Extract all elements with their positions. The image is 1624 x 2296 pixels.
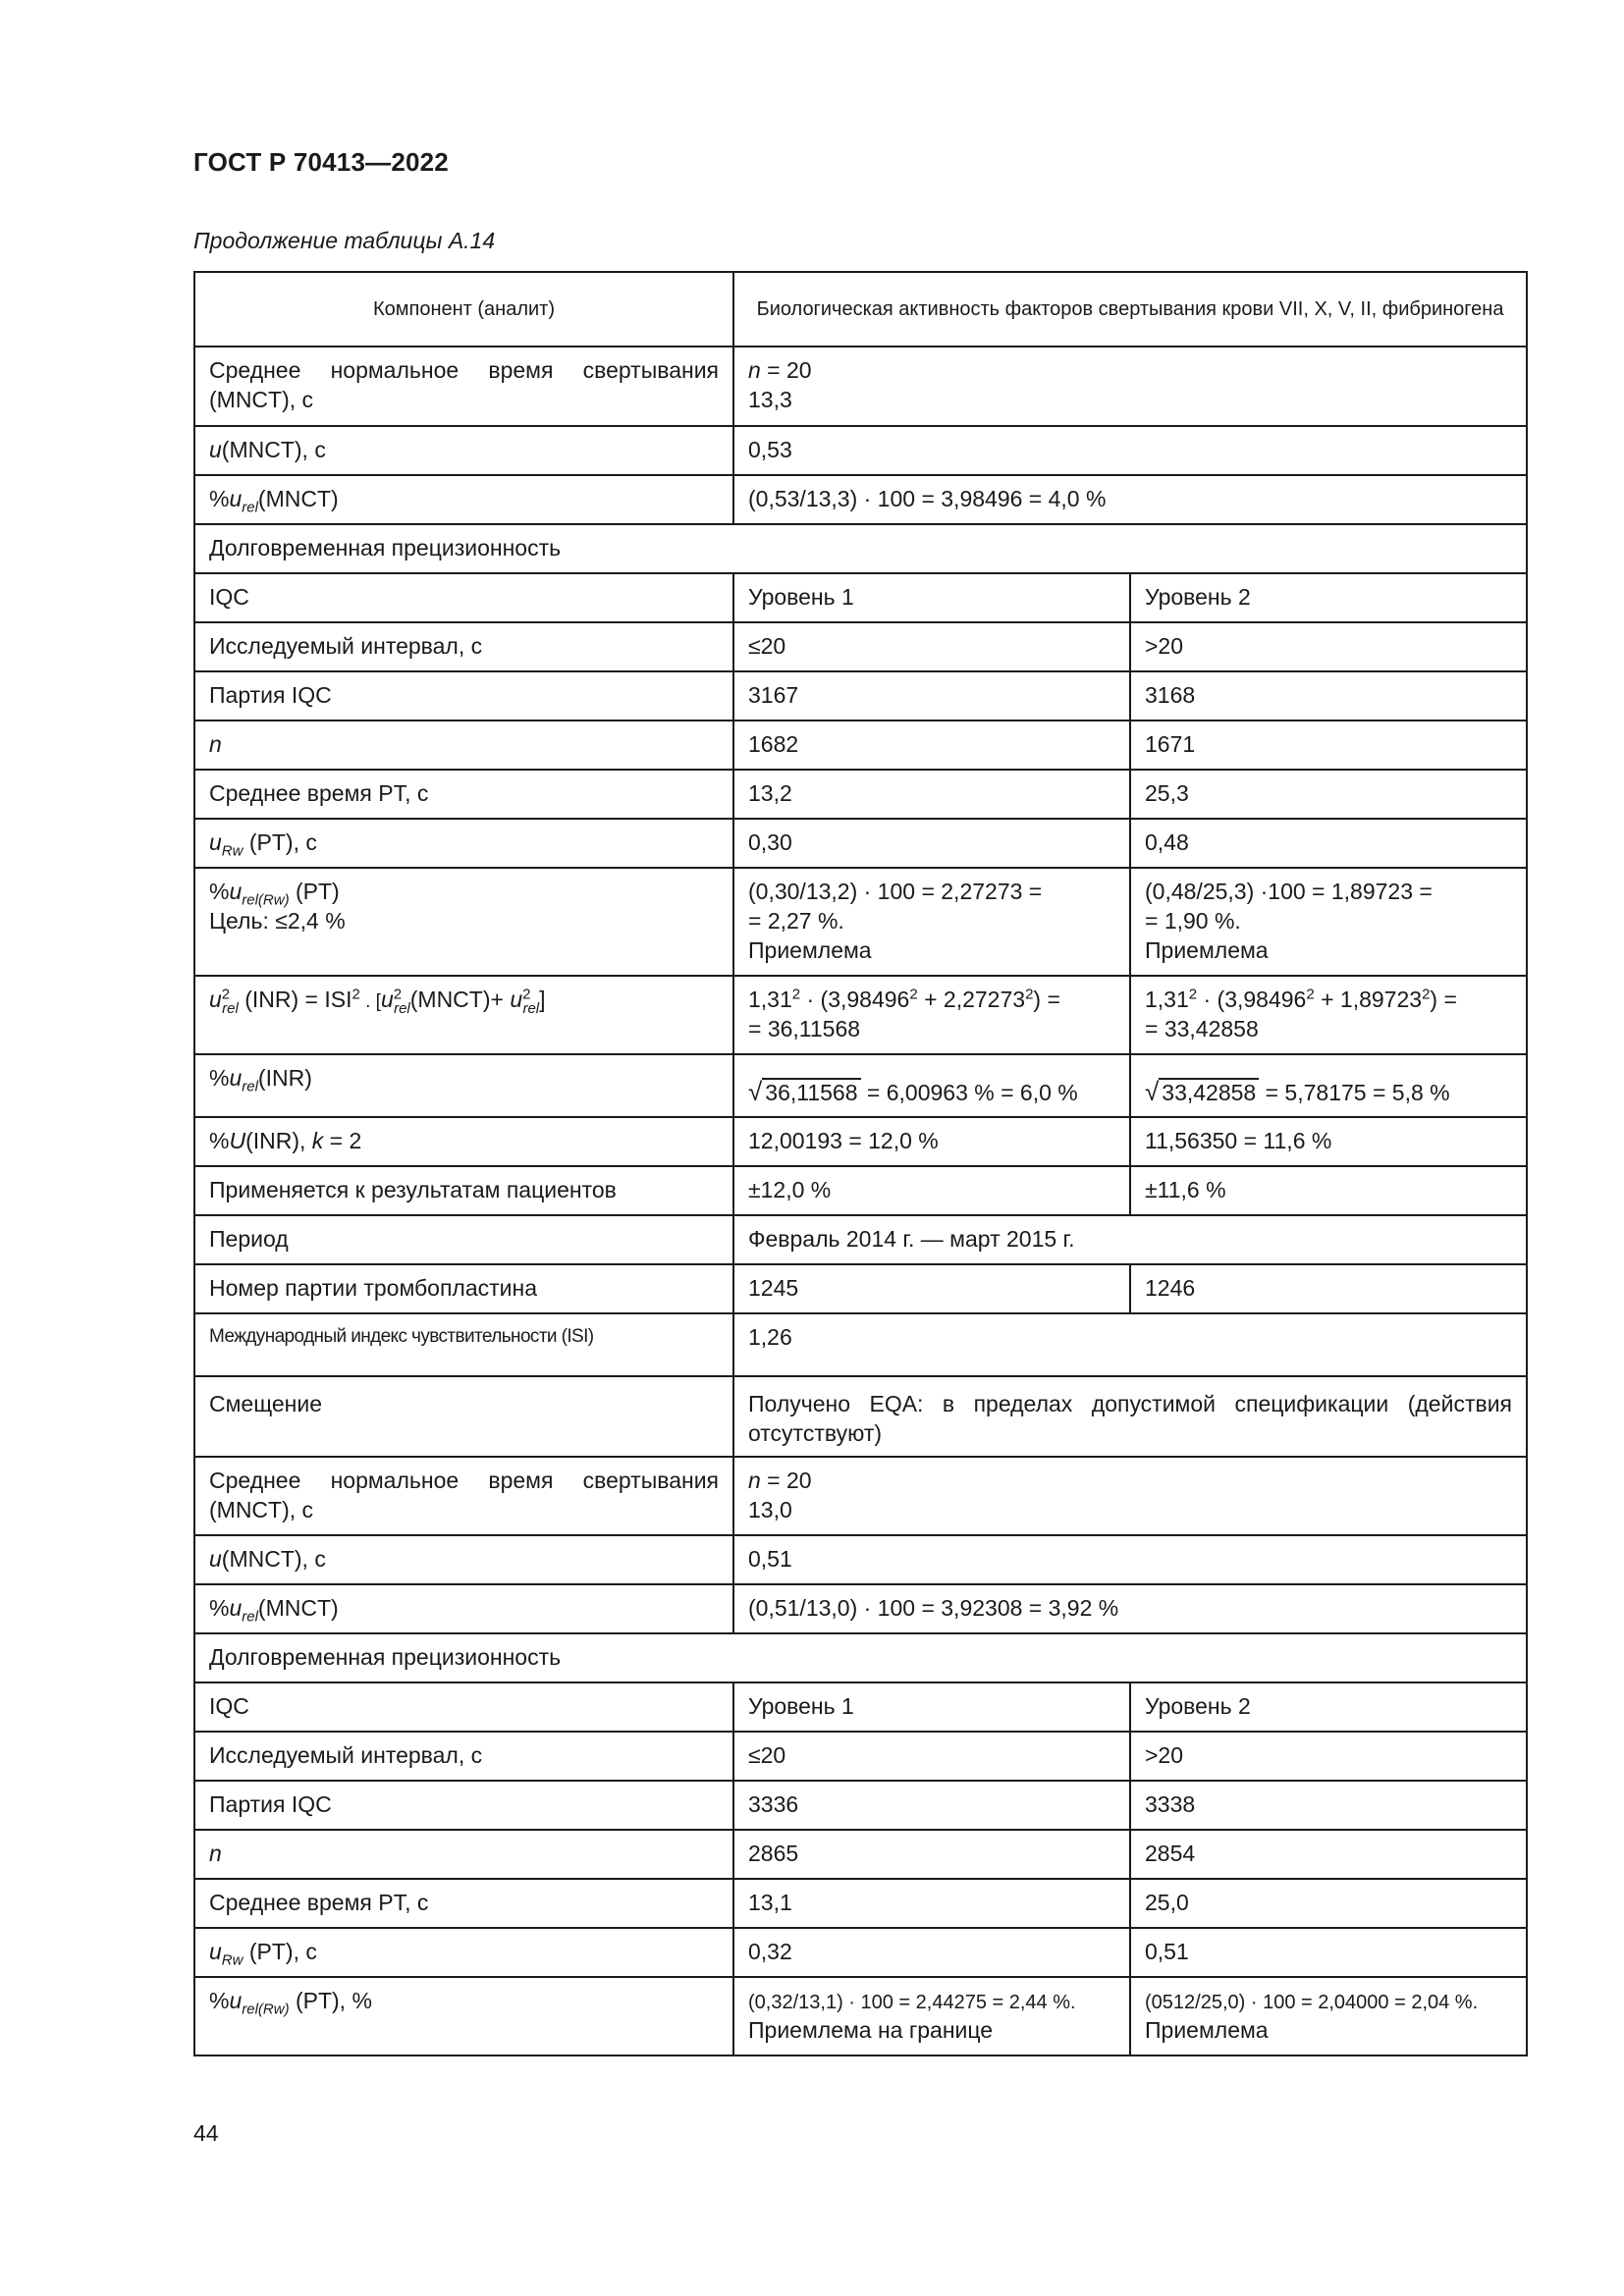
table-header-row [194,272,1527,347]
table-row [194,1682,1527,1732]
row-label-mnct: Среднее нормальное время свертывания (MNCT), с [194,347,733,426]
cell-urelrw2: (0,48/25,3) ·100 = 1,89723 = = 1,90 %. Приемлема [1130,868,1527,976]
row-label-period: Период [194,1215,733,1264]
table-row [194,1054,1527,1117]
table-row [194,1830,1527,1879]
table-row [194,1633,1527,1682]
row-label-urel-mnct: $\%u_{rel}(MNCT)$ [194,1584,733,1633]
cell-urelrw1: (0,32/13,1) · 100 = 2,44275 = 2,44 %. Приемлема на границе [733,1977,1130,2056]
cell-n2: 1671 [1130,721,1527,770]
cell-mean1: 13,2 [733,770,1130,819]
row-label-interval: Исследуемый интервал, с [194,622,733,671]
cell-isi: 1,26 [733,1313,1527,1376]
cell-U2: 11,56350 = 11,6 % [1130,1117,1527,1166]
cell-interval1: ≤20 [733,1732,1130,1781]
cell-urel-mnct: (0,51/13,0) · 100 = 3,92308 = 3,92 % [733,1584,1527,1633]
cell-lot2: 3338 [1130,1781,1527,1830]
row-label-lot-iqc: Партия IQC [194,1781,733,1830]
cell-level2: Уровень 2 [1130,1682,1527,1732]
row-label-iqc: IQC [194,573,733,622]
table-row [194,1928,1527,1977]
cell-level1: Уровень 1 [733,573,1130,622]
table-row [194,1535,1527,1584]
row-label-mean-pt: Среднее время PT, с [194,1879,733,1928]
cell-interval1: ≤20 [733,622,1130,671]
cell-bias: Получено EQA: в пределах допустимой спецификации (действия отсутствуют) [733,1376,1527,1457]
table-row [194,347,1527,426]
row-label-n: n [194,1830,733,1879]
table-row [194,1457,1527,1535]
cell-urel-inr1: √ 36,11568 = 6,00963 % = 6,0 % [733,1054,1130,1117]
cell-urel-inr2: √ 33,42858 = 5,78175 = 5,8 % [1130,1054,1527,1117]
table-caption: Продолжение таблицы А.14 [193,228,496,253]
cell-urelrw1: (0,30/13,2) · 100 = 2,27273 = = 2,27 %. Приемлема [733,868,1130,976]
row-label-urel-inr: $\%u_{rel}(INR)$ [194,1054,733,1117]
cell-lot1: 3336 [733,1781,1130,1830]
row-label-formula: $u^2_{rel}$ $(INR) = ISI^2$ . $[u^2_{rel}(MNCT)+ u^2_{rel}]$ [194,976,733,1054]
cell-mnct: n = 20 13,0 [733,1457,1527,1535]
cell-mnct: n = 20 13,3 [733,347,1527,426]
cell-urel-mnct: (0,53/13,3) · 100 = 3,98496 = 4,0 % [733,475,1527,524]
row-label-interval: Исследуемый интервал, с [194,1732,733,1781]
cell-interval2: >20 [1130,622,1527,671]
row-label-urelrw: $\%u_{rel(Rw)}$ (PT), % [194,1977,733,2056]
cell-applies2: ±11,6 % [1130,1166,1527,1215]
table-row [194,721,1527,770]
cell-n1: 1682 [733,721,1130,770]
row-label-u-mnct: u(MNCT), с [194,426,733,475]
cell-thrombo1: 1245 [733,1264,1130,1313]
table-row [194,770,1527,819]
row-label-mnct: Среднее нормальное время свертывания (MNCT), с [194,1457,733,1535]
table-row [194,1117,1527,1166]
cell-level1: Уровень 1 [733,1682,1130,1732]
cell-n1: 2865 [733,1830,1130,1879]
table-row [194,1879,1527,1928]
cell-urw1: 0,30 [733,819,1130,868]
page-number: 44 [193,2120,219,2146]
table-row [194,1732,1527,1781]
cell-mean2: 25,3 [1130,770,1527,819]
table-row [194,475,1527,524]
cell-urw2: 0,51 [1130,1928,1527,1977]
table-row [194,1781,1527,1830]
table-row [194,1313,1527,1376]
row-label-bias: Смещение [194,1376,733,1457]
header-component: Компонент (аналит) [194,272,733,347]
cell-applies1: ±12,0 % [733,1166,1130,1215]
table-row [194,524,1527,573]
cell-period: Февраль 2014 г. — март 2015 г. [733,1215,1527,1264]
row-label-isi: Международный индекс чувствительности (ISI) [194,1313,733,1376]
data-table [193,271,1528,2056]
cell-mean1: 13,1 [733,1879,1130,1928]
cell-lot2: 3168 [1130,671,1527,721]
document-header: ГОСТ Р 70413—2022 [193,147,449,177]
table-row [194,622,1527,671]
table-row [194,1264,1527,1313]
row-label-urel-mnct: $\%u_{rel}(MNCT)$ [194,475,733,524]
header-activity: Биологическая активность факторов свертывания крови VII, X, V, II, фибриногена [733,272,1527,347]
section-long-precision: Долговременная прецизионность [194,524,1527,573]
cell-level2: Уровень 2 [1130,573,1527,622]
table-row [194,671,1527,721]
cell-urw1: 0,32 [733,1928,1130,1977]
cell-mean2: 25,0 [1130,1879,1527,1928]
cell-lot1: 3167 [733,671,1130,721]
cell-formula2: $1,31^2 \cdot (3,98496^2 + 1,89723^2)$ = = 33,42858 [1130,976,1527,1054]
row-label-iqc: IQC [194,1682,733,1732]
row-label-lot-thrombo: Номер партии тромбопластина [194,1264,733,1313]
row-label-urelrw: $\%u_{rel(Rw)}$ (PT) Цель: ≤2,4 % [194,868,733,976]
sqrt-symbol: √ 33,42858 [1145,1077,1259,1107]
row-label-mean-pt: Среднее время PT, с [194,770,733,819]
row-label-applies: Применяется к результатам пациентов [194,1166,733,1215]
table-row [194,1584,1527,1633]
cell-n2: 2854 [1130,1830,1527,1879]
cell-U1: 12,00193 = 12,0 % [733,1117,1130,1166]
table-row [194,1215,1527,1264]
cell-urw2: 0,48 [1130,819,1527,868]
table-row [194,1376,1527,1457]
row-label-U-inr: %U(INR), k = 2 [194,1117,733,1166]
table-row [194,1977,1527,2056]
row-label-lot-iqc: Партия IQC [194,671,733,721]
cell-formula1: $1,31^2 \cdot (3,98496^2 + 2,27273^2)$ = = 36,11568 [733,976,1130,1054]
row-label-urw: $u_{Rw}$ (PT), с [194,1928,733,1977]
cell-urelrw2: (0512/25,0) · 100 = 2,04000 = 2,04 %. Приемлема [1130,1977,1527,2056]
cell-u-mnct: 0,53 [733,426,1527,475]
table-row [194,1166,1527,1215]
row-label-u-mnct: u(MNCT), с [194,1535,733,1584]
sqrt-symbol: √ 36,11568 [748,1077,861,1107]
row-label-urw: $u_{Rw}$ (PT), с [194,819,733,868]
section-long-precision: Долговременная прецизионность [194,1633,1527,1682]
table-row [194,426,1527,475]
cell-u-mnct: 0,51 [733,1535,1527,1584]
table-row [194,573,1527,622]
row-label-n: n [194,721,733,770]
table-row [194,819,1527,868]
table-row [194,868,1527,976]
cell-interval2: >20 [1130,1732,1527,1781]
table-row [194,976,1527,1054]
cell-thrombo2: 1246 [1130,1264,1527,1313]
